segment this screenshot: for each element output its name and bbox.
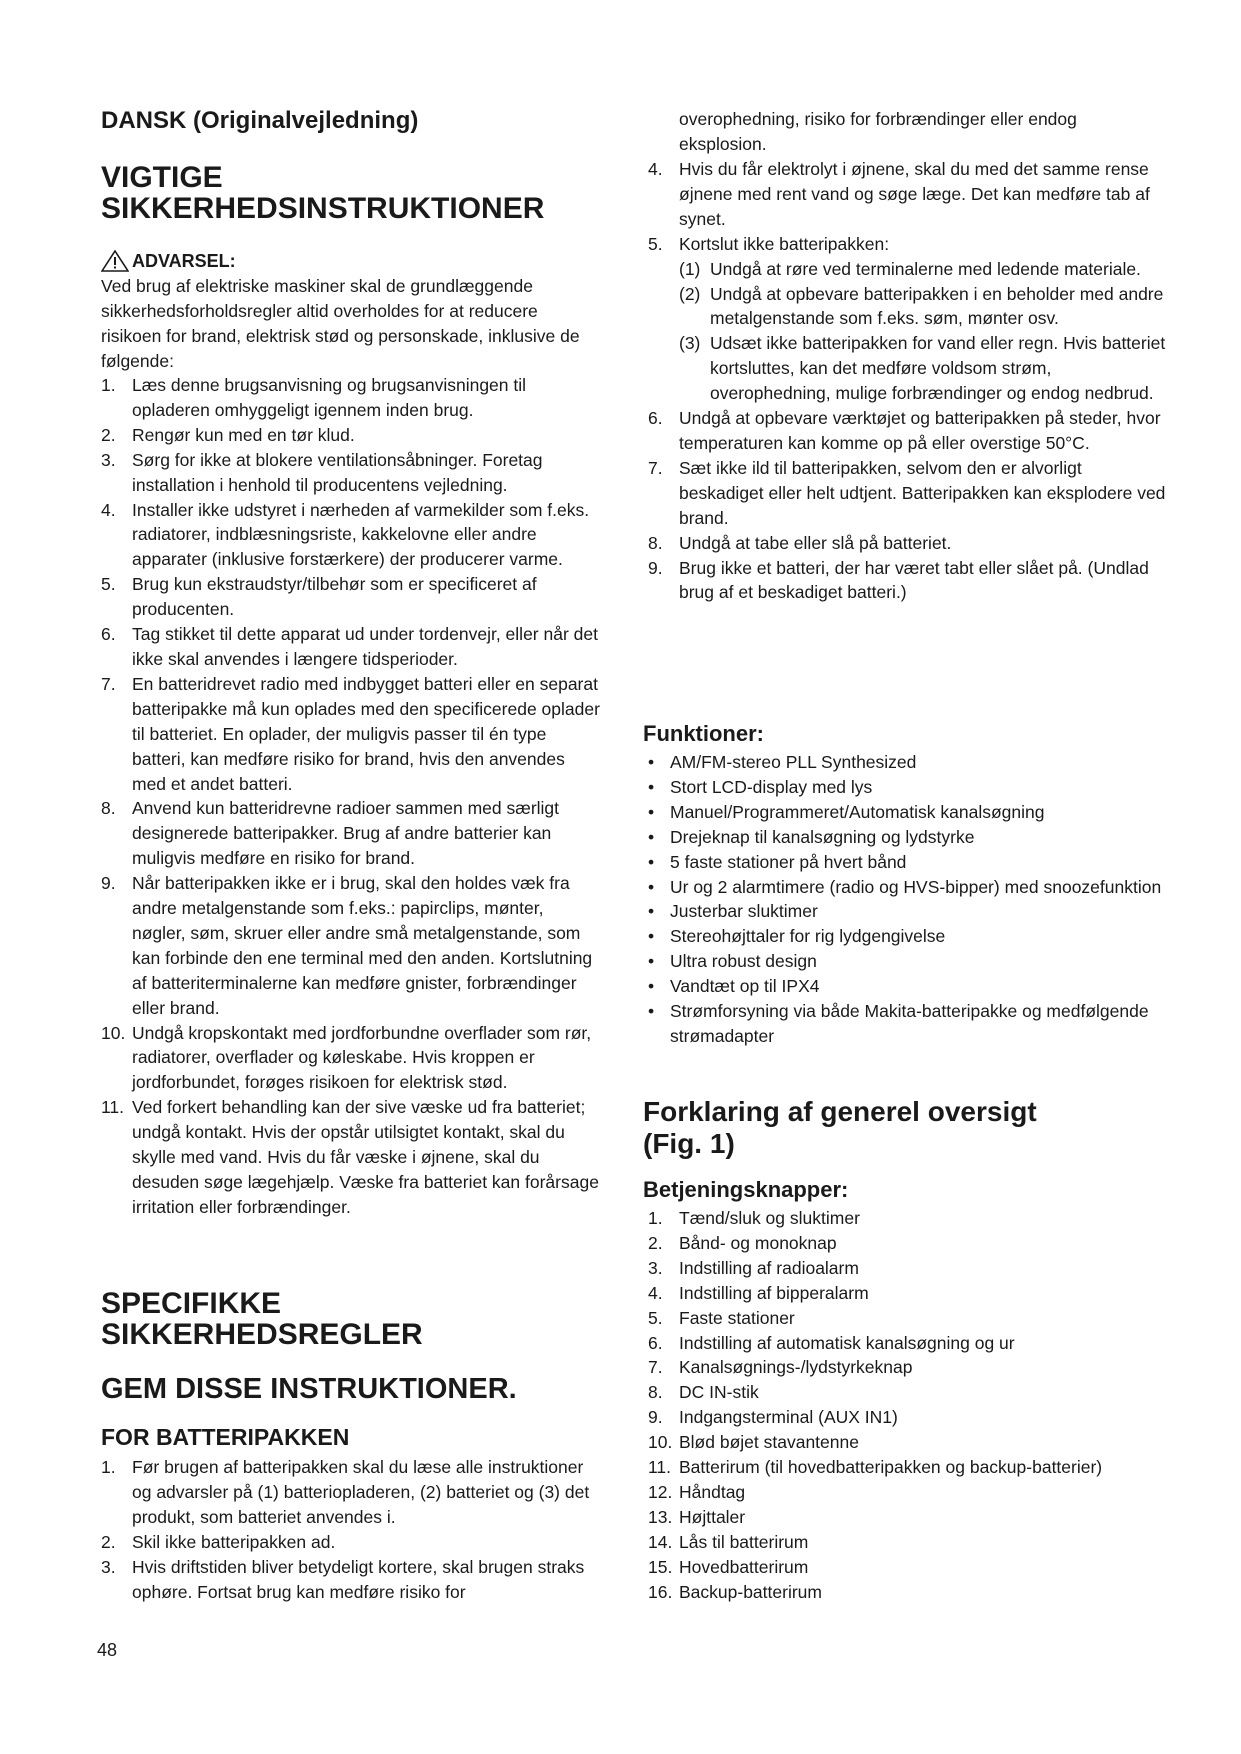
warning-heading — [101, 249, 601, 274]
battery-rule-item — [648, 531, 1168, 556]
general-safety-item — [101, 672, 601, 797]
control-text: Indstilling af radioalarm — [679, 1257, 859, 1278]
bullet-icon: • — [648, 752, 655, 772]
battery-rule-number: 5. — [648, 233, 663, 254]
general-safety-item — [101, 796, 601, 871]
general-safety-text: Rengør kun med en tør klud. — [132, 424, 355, 445]
battery-rule-text: Brug ikke et batteri, der har været tabt eller slået på. (Undlad brug af et beskadiget batteri.) — [679, 557, 1149, 603]
general-safety-item — [101, 423, 601, 448]
general-safety-item — [101, 1095, 601, 1220]
control-text: Indstilling af automatisk kanalsøgning og ur — [679, 1332, 1015, 1353]
general-safety-item — [101, 373, 601, 423]
function-text: Justerbar sluktimer — [670, 901, 818, 922]
battery-sublist-holder — [648, 257, 1168, 406]
function-item — [648, 775, 1168, 800]
control-number: 2. — [648, 1232, 663, 1253]
function-text: AM/FM-stereo PLL Synthesized — [670, 752, 917, 772]
bullet-icon: • — [648, 876, 655, 897]
general-safety-number: 1. — [101, 375, 116, 395]
function-item — [648, 800, 1168, 825]
general-safety-text: Ved forkert behandling kan der sive væske ud fra batteriet; undgå kontakt. Hvis der opstår utilsigtet kontakt, skal du skylle med vand. Hvis du får væske i øjnene, skal du desuden søge lægehjælp. Væske fra batteriet kan forårsage irritation eller forbrændinger. — [132, 1097, 599, 1217]
battery-sublist — [679, 257, 1168, 406]
battery-rule-text: Undgå at tabe eller slå på batteriet. — [679, 532, 952, 553]
general-safety-item — [101, 448, 601, 498]
bullet-icon: • — [648, 801, 655, 822]
battery-rule-text: Skil ikke batteripakken ad. — [132, 1531, 336, 1552]
warning-block — [101, 249, 601, 374]
control-item — [648, 1530, 1168, 1555]
general-safety-text: Læs denne brugsanvisning og brugsanvisningen til opladeren omhyggeligt igennem inden brug. — [132, 375, 527, 420]
battery-rule-number: 2. — [101, 1531, 116, 1552]
control-text: Backup-batterirum — [679, 1581, 822, 1602]
battery-subrule-item — [679, 257, 1168, 282]
language-header: DANSK (Originalvejledning) — [101, 107, 419, 134]
battery-item3-continued: overophedning, risiko for forbrændinger eller endog eksplosion. — [679, 109, 1077, 154]
warning-label: ADVARSEL: — [132, 251, 236, 271]
battery-rule-item — [101, 1530, 601, 1555]
control-number: 3. — [648, 1257, 663, 1278]
general-safety-text: Sørg for ikke at blokere ventilationsåbninger. Foretag installation i henhold til producentens vejledning. — [132, 449, 543, 495]
control-item — [648, 1331, 1168, 1356]
battery-rule-text: Hvis du får elektrolyt i øjnene, skal du med det samme rense øjnene med rent vand og søge læge. Det kan medføre tab af synet. — [679, 159, 1150, 229]
function-text: 5 faste stationer på hvert bånd — [670, 851, 907, 872]
control-number: 15. — [648, 1556, 673, 1577]
function-item — [648, 850, 1168, 875]
controls-title: Betjeningsknapper: — [643, 1177, 849, 1202]
control-item — [648, 1505, 1168, 1530]
function-item — [648, 949, 1168, 974]
control-number: 4. — [648, 1282, 663, 1303]
control-item — [648, 1206, 1168, 1231]
save-instructions-title: GEM DISSE INSTRUKTIONER. — [101, 1373, 517, 1405]
general-safety-number: 6. — [101, 624, 116, 645]
general-safety-item — [101, 622, 601, 672]
general-safety-text: En batteridrevet radio med indbygget batteri eller en separat batteripakke må kun oplades med den specificerede oplader til batteriet. En oplader, der muligvis passer til én type batteri, kan medføre risiko for brand, hvis den anvendes med et andet batteri. — [132, 673, 600, 794]
battery-rule-text: Før brugen af batteripakken skal du læse alle instruktioner og advarsler på (1) batteriopladeren, (2) batteriet og (3) det produkt, som batteriet anvendes i. — [132, 1457, 590, 1527]
control-text: Indgangsterminal (AUX IN1) — [679, 1407, 898, 1428]
general-safety-number: 9. — [101, 873, 116, 894]
battery-subrule-number: (3) — [679, 333, 701, 354]
battery-subrule-text: Undgå at røre ved terminalerne med ledende materiale. — [710, 258, 1141, 279]
functions-title: Funktioner: — [643, 721, 764, 746]
control-number: 8. — [648, 1382, 663, 1403]
battery-rule-item — [648, 456, 1168, 531]
battery-rule-item — [101, 1455, 601, 1530]
function-text: Drejeknap til kanalsøgning og lydstyrke — [670, 826, 975, 847]
general-safety-item — [101, 498, 601, 573]
control-item — [648, 1480, 1168, 1505]
bullet-icon: • — [648, 976, 655, 997]
warning-icon — [101, 250, 129, 272]
general-safety-item — [101, 871, 601, 1020]
battery-subrule-text: Undgå at opbevare batteripakken i en beholder med andre metalgenstande som f.eks. søm, mønter osv. — [710, 283, 1164, 329]
general-safety-number: 8. — [101, 798, 116, 819]
specific-rules-title — [101, 1288, 423, 1350]
bullet-icon: • — [648, 1001, 655, 1022]
control-text: Tænd/sluk og sluktimer — [679, 1208, 860, 1228]
control-number: 16. — [648, 1581, 673, 1602]
page-title — [101, 162, 544, 224]
battery-rule-item — [648, 232, 1168, 257]
general-safety-text: Anvend kun batteridrevne radioer sammen med særligt designerede batteripakker. Brug af andre batterier kan muligvis medføre en risiko for brand. — [132, 798, 560, 869]
bullet-icon: • — [648, 901, 655, 922]
general-safety-text: Brug kun ekstraudstyr/tilbehør som er specificeret af producenten. — [132, 574, 537, 620]
battery-rule-number: 8. — [648, 532, 663, 553]
bullet-icon: • — [648, 926, 655, 947]
control-number: 14. — [648, 1531, 673, 1552]
control-number: 11. — [648, 1457, 672, 1478]
control-item — [648, 1580, 1168, 1605]
function-item — [648, 899, 1168, 924]
control-text: Faste stationer — [679, 1307, 795, 1328]
control-item — [648, 1555, 1168, 1580]
general-safety-item — [101, 572, 601, 622]
battery-subrule-item — [679, 282, 1168, 332]
function-item — [648, 750, 1168, 775]
battery-rule-text: Kortslut ikke batteripakken: — [679, 233, 890, 254]
battery-rule-number: 1. — [101, 1457, 116, 1477]
battery-list-left — [101, 1455, 601, 1604]
battery-rule-number: 3. — [101, 1556, 116, 1577]
general-safety-number: 3. — [101, 449, 116, 470]
battery-subrule-number: (1) — [679, 258, 701, 279]
general-safety-text: Tag stikket til dette apparat ud under tordenvejr, eller når det ikke skal anvendes i længere tidsperioder. — [132, 624, 598, 669]
control-item — [648, 1455, 1168, 1480]
specific-rules-line2: SIKKERHEDSREGLER — [101, 1318, 423, 1351]
control-text: DC IN-stik — [679, 1382, 759, 1403]
general-safety-number: 2. — [101, 424, 116, 445]
control-text: Bånd- og monoknap — [679, 1232, 837, 1253]
battery-list-right — [648, 157, 1168, 605]
bullet-icon: • — [648, 851, 655, 872]
battery-rule-item — [648, 556, 1168, 606]
function-text: Manuel/Programmeret/Automatisk kanalsøgning — [670, 801, 1045, 822]
controls-list — [648, 1206, 1168, 1605]
general-safety-number: 5. — [101, 574, 116, 595]
function-item — [648, 875, 1168, 900]
bullet-icon: • — [648, 951, 655, 972]
control-text: Lås til batterirum — [679, 1531, 809, 1552]
function-item — [648, 924, 1168, 949]
battery-rule-number: 4. — [648, 159, 663, 179]
function-text: Strømforsyning via både Makita-batteripakke og medfølgende strømadapter — [670, 1001, 1149, 1046]
general-safety-number: 10. — [101, 1022, 126, 1043]
control-text: Håndtag — [679, 1481, 746, 1502]
function-text: Vandtæt op til IPX4 — [670, 976, 820, 997]
functions-list — [648, 750, 1168, 1049]
battery-rule-number: 7. — [648, 457, 663, 478]
control-item — [648, 1355, 1168, 1380]
control-number: 7. — [648, 1357, 663, 1378]
control-text: Hovedbatterirum — [679, 1556, 809, 1577]
battery-rule-text: Hvis driftstiden bliver betydeligt kortere, skal brugen straks ophøre. Fortsat brug kan medføre risiko for — [132, 1556, 585, 1602]
control-item — [648, 1231, 1168, 1256]
battery-rule-number: 6. — [648, 408, 663, 429]
control-number: 12. — [648, 1481, 673, 1502]
control-item — [648, 1405, 1168, 1430]
battery-rule-item — [101, 1555, 601, 1605]
control-text: Blød bøjet stavantenne — [679, 1432, 859, 1453]
control-item — [648, 1380, 1168, 1405]
function-text: Stereohøjttaler for rig lydgengivelse — [670, 926, 946, 947]
control-item — [648, 1430, 1168, 1455]
control-text: Batterirum (til hovedbatteripakken og backup-batterier) — [679, 1457, 1103, 1478]
warning-text: Ved brug af elektriske maskiner skal de grundlæggende sikkerhedsforholdsregler altid overholdes for at reducere risikoen for brand, elektrisk stød og personskade, inklusive de følgende: — [101, 275, 580, 371]
control-number: 10. — [648, 1432, 673, 1453]
general-safety-text: Installer ikke udstyret i nærheden af varmekilder som f.eks. radiatorer, indblæsningsriste, kakkelovne eller andre apparater (inklusive forstærkere) der producerer varme. — [132, 499, 590, 570]
control-item — [648, 1256, 1168, 1281]
page-title-line1: VIGTIGE — [101, 161, 223, 194]
control-number: 9. — [648, 1407, 663, 1428]
page-title-line2: SIKKERHEDSINSTRUKTIONER — [101, 192, 545, 225]
general-safety-number: 4. — [101, 499, 116, 520]
control-text: Højttaler — [679, 1506, 746, 1527]
battery-subrule-item — [679, 331, 1168, 406]
general-safety-number: 7. — [101, 673, 116, 694]
control-number: 13. — [648, 1506, 673, 1527]
control-text: Indstilling af bipperalarm — [679, 1282, 869, 1303]
general-safety-list — [101, 373, 601, 1220]
overview-title-line2: (Fig. 1) — [643, 1128, 735, 1159]
function-text: Ur og 2 alarmtimere (radio og HVS-bipper) med snoozefunktion — [670, 876, 1162, 897]
page-number: 48 — [97, 1640, 118, 1660]
battery-section-title: FOR BATTERIPAKKEN — [101, 1424, 350, 1450]
function-text: Ultra robust design — [670, 951, 817, 972]
battery-rule-text: Sæt ikke ild til batteripakken, selvom den er alvorligt beskadiget eller helt udtjent. Batteripakken kan eksplodere ved brand. — [679, 457, 1166, 528]
battery-rule-text: Undgå at opbevare værktøjet og batteripakken på steder, hvor temperaturen kan komme op på eller overstige 50°C. — [679, 408, 1161, 453]
general-safety-text: Undgå kropskontakt med jordforbundne overflader som rør, radiatorer, overflader og køleskabe. Hvis kroppen er jordforbundet, forøges risikoen for elektrisk stød. — [132, 1022, 592, 1093]
function-item — [648, 999, 1168, 1049]
function-item — [648, 825, 1168, 850]
overview-title — [643, 1096, 1037, 1160]
control-item — [648, 1306, 1168, 1331]
function-item — [648, 974, 1168, 999]
battery-rule-item — [648, 406, 1168, 456]
overview-title-line1: Forklaring af generel oversigt — [643, 1096, 1037, 1127]
control-number: 1. — [648, 1208, 663, 1228]
general-safety-item — [101, 1021, 601, 1096]
control-item — [648, 1281, 1168, 1306]
battery-subrule-text: Udsæt ikke batteripakken for vand eller regn. Hvis batteriet kortsluttes, kan det medføre voldsom strøm, overophedning, mulige forbrændinger og endog nedbrud. — [710, 333, 1166, 404]
bullet-icon: • — [648, 826, 655, 847]
control-number: 5. — [648, 1307, 663, 1328]
function-text: Stort LCD-display med lys — [670, 776, 873, 797]
battery-rule-number: 9. — [648, 557, 663, 578]
general-safety-text: Når batteripakken ikke er i brug, skal den holdes væk fra andre metalgenstande som f.eks.: papirclips, mønter, nøgler, søm, skruer eller andre små metalgenstande, som kan forbinde den ene terminal med den anden. Kortslutning af batteriterminalerne kan medføre gnister, forbrændinger eller brand. — [132, 873, 593, 1018]
general-safety-number: 11. — [101, 1097, 125, 1118]
specific-rules-line1: SPECIFIKKE — [101, 1287, 282, 1320]
battery-subrule-number: (2) — [679, 283, 701, 304]
control-text: Kanalsøgnings-/lydstyrkeknap — [679, 1357, 913, 1378]
bullet-icon: • — [648, 776, 655, 797]
control-number: 6. — [648, 1332, 663, 1353]
battery-rule-item — [648, 157, 1168, 232]
